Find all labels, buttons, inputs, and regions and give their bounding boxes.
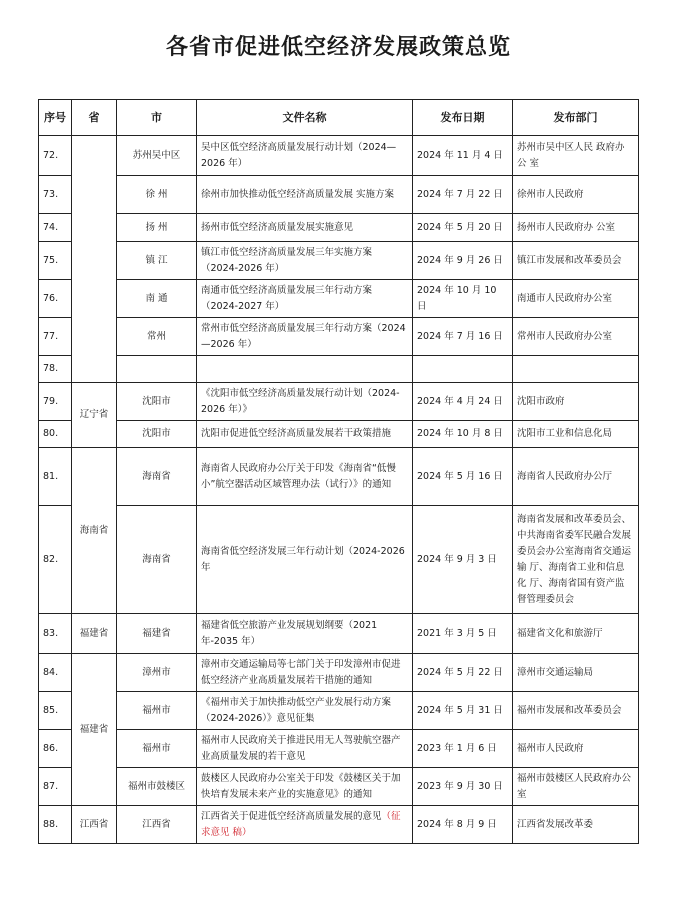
row-seq: 82. bbox=[39, 506, 72, 614]
row-doc-title: 吴中区低空经济高质量发展行动计划（2024—2026 年） bbox=[197, 136, 413, 176]
row-dept: 福建省文化和旅游厅 bbox=[513, 614, 639, 654]
row-doc-title: 福州市人民政府关于推进民用无人驾驶航空器产业高质量发展的若干意见 bbox=[197, 730, 413, 768]
row-date: 2021 年 3 月 5 日 bbox=[413, 614, 513, 654]
row-seq: 72. bbox=[39, 136, 72, 176]
row-date: 2024 年 5 月 31 日 bbox=[413, 692, 513, 730]
row-seq: 86. bbox=[39, 730, 72, 768]
row-city: 福州市 bbox=[117, 730, 197, 768]
table-row bbox=[39, 214, 639, 242]
row-date: 2024 年 5 月 20 日 bbox=[413, 214, 513, 242]
row-seq: 78. bbox=[39, 356, 72, 383]
row-seq: 81. bbox=[39, 448, 72, 506]
row-date: 2023 年 9 月 30 日 bbox=[413, 768, 513, 806]
row-dept: 漳州市交通运输局 bbox=[513, 654, 639, 692]
row-province: 海南省 bbox=[72, 448, 117, 614]
row-date: 2024 年 5 月 22 日 bbox=[413, 654, 513, 692]
header-dept: 发布部门 bbox=[513, 100, 639, 136]
row-dept: 常州市人民政府办公室 bbox=[513, 318, 639, 356]
row-doc-title-text: 江西省关于促进低空经济高质量发展的意见 bbox=[201, 810, 382, 822]
table-row bbox=[39, 421, 639, 448]
row-date: 2024 年 4 月 24 日 bbox=[413, 383, 513, 421]
row-seq: 85. bbox=[39, 692, 72, 730]
row-date: 2023 年 1 月 6 日 bbox=[413, 730, 513, 768]
row-seq: 84. bbox=[39, 654, 72, 692]
table-row bbox=[39, 356, 639, 383]
row-dept bbox=[513, 356, 639, 383]
draft-note: （征求意见 稿） bbox=[201, 810, 401, 838]
row-dept: 福州市发展和改革委员会 bbox=[513, 692, 639, 730]
row-province: 江西省 bbox=[72, 806, 117, 844]
row-date: 2024 年 8 月 9 日 bbox=[413, 806, 513, 844]
row-doc-title: 漳州市交通运输局等七部门关于印发漳州市促进低空经济产业高质量发展若干措施的通知 bbox=[197, 654, 413, 692]
row-city: 福州市 bbox=[117, 692, 197, 730]
row-doc-title: 鼓楼区人民政府办公室关于印发《鼓楼区关于加快培育发展未来产业的实施意见》的通知 bbox=[197, 768, 413, 806]
header-doc: 文件名称 bbox=[197, 100, 413, 136]
row-doc-title: 沈阳市促进低空经济高质量发展若干政策措施 bbox=[197, 421, 413, 448]
row-seq: 75. bbox=[39, 242, 72, 280]
table-row bbox=[39, 614, 639, 654]
table-row bbox=[39, 448, 639, 506]
table-row bbox=[39, 506, 639, 614]
row-date: 2024 年 5 月 16 日 bbox=[413, 448, 513, 506]
row-doc-title: 海南省人民政府办公厅关于印发《海南省“低慢小”航空器活动区域管理办法（试行）》的通知 bbox=[197, 448, 413, 506]
row-doc-title: 常州市低空经济高质量发展三年行动方案（2024—2026 年） bbox=[197, 318, 413, 356]
table-row bbox=[39, 768, 639, 806]
row-date: 2024 年 7 月 16 日 bbox=[413, 318, 513, 356]
table-row bbox=[39, 136, 639, 176]
row-seq: 83. bbox=[39, 614, 72, 654]
header-province: 省 bbox=[72, 100, 117, 136]
table-row bbox=[39, 176, 639, 214]
table-row bbox=[39, 318, 639, 356]
row-seq: 80. bbox=[39, 421, 72, 448]
row-doc-title: 南通市低空经济高质量发展三年行动方案（2024-2027 年） bbox=[197, 280, 413, 318]
row-date bbox=[413, 356, 513, 383]
row-dept: 福州市鼓楼区人民政府办公室 bbox=[513, 768, 639, 806]
row-dept: 海南省人民政府办公厅 bbox=[513, 448, 639, 506]
row-doc-title: 镇江市低空经济高质量发展三年实施方案（2024-2026 年） bbox=[197, 242, 413, 280]
row-dept: 镇江市发展和改革委员会 bbox=[513, 242, 639, 280]
row-date: 2024 年 10 月 10 日 bbox=[413, 280, 513, 318]
row-doc-title bbox=[197, 356, 413, 383]
row-province: 辽宁省 bbox=[72, 383, 117, 448]
row-doc-title: 徐州市加快推动低空经济高质量发展 实施方案 bbox=[197, 176, 413, 214]
row-dept: 徐州市人民政府 bbox=[513, 176, 639, 214]
row-dept: 扬州市人民政府办 公室 bbox=[513, 214, 639, 242]
row-city: 常州 bbox=[117, 318, 197, 356]
row-province: 福建省 bbox=[72, 654, 117, 806]
table-row bbox=[39, 692, 639, 730]
row-city: 海南省 bbox=[117, 506, 197, 614]
row-city: 福建省 bbox=[117, 614, 197, 654]
row-doc-title: 《沈阳市低空经济高质量发展行动计划（2024-2026 年）》 bbox=[197, 383, 413, 421]
table-row bbox=[39, 383, 639, 421]
row-seq: 79. bbox=[39, 383, 72, 421]
row-doc-title bbox=[197, 806, 413, 844]
row-city: 镇 江 bbox=[117, 242, 197, 280]
row-seq: 77. bbox=[39, 318, 72, 356]
row-city: 福州市鼓楼区 bbox=[117, 768, 197, 806]
row-seq: 76. bbox=[39, 280, 72, 318]
row-date: 2024 年 9 月 3 日 bbox=[413, 506, 513, 614]
row-dept: 沈阳市政府 bbox=[513, 383, 639, 421]
row-dept: 福州市人民政府 bbox=[513, 730, 639, 768]
row-dept: 江西省发展改革委 bbox=[513, 806, 639, 844]
row-dept: 南通市人民政府办公室 bbox=[513, 280, 639, 318]
row-province bbox=[72, 136, 117, 383]
row-city: 南 通 bbox=[117, 280, 197, 318]
row-city: 漳州市 bbox=[117, 654, 197, 692]
row-province: 福建省 bbox=[72, 614, 117, 654]
row-city: 扬 州 bbox=[117, 214, 197, 242]
row-date: 2024 年 10 月 8 日 bbox=[413, 421, 513, 448]
page-title: 各省市促进低空经济发展政策总览 bbox=[165, 35, 511, 60]
header-seq: 序号 bbox=[39, 100, 72, 136]
row-doc-title: 《福州市关于加快推动低空产业发展行动方案（2024-2026）》意见征集 bbox=[197, 692, 413, 730]
row-city: 海南省 bbox=[117, 448, 197, 506]
row-city bbox=[117, 356, 197, 383]
row-doc-title: 海南省低空经济发展三年行动计划（2024-2026 年 bbox=[197, 506, 413, 614]
policy-table bbox=[38, 99, 639, 844]
row-doc-title: 扬州市低空经济高质量发展实施意见 bbox=[197, 214, 413, 242]
row-dept: 海南省发展和改革委员会、中共海南省委军民融合发展委员会办公室海南省交通运输 厅、海南省工业和信息化 厅、海南省国有资产监督管理委员会 bbox=[513, 506, 639, 614]
table-header-row bbox=[39, 100, 639, 136]
table-row bbox=[39, 280, 639, 318]
row-city: 苏州吴中区 bbox=[117, 136, 197, 176]
row-seq: 74. bbox=[39, 214, 72, 242]
row-date: 2024 年 7 月 22 日 bbox=[413, 176, 513, 214]
row-dept: 沈阳市工业和信息化局 bbox=[513, 421, 639, 448]
row-dept: 苏州市吴中区人民 政府办公 室 bbox=[513, 136, 639, 176]
row-date: 2024 年 9 月 26 日 bbox=[413, 242, 513, 280]
row-seq: 88. bbox=[39, 806, 72, 844]
row-city: 徐 州 bbox=[117, 176, 197, 214]
row-city: 沈阳市 bbox=[117, 421, 197, 448]
table-row bbox=[39, 654, 639, 692]
row-city: 江西省 bbox=[117, 806, 197, 844]
row-seq: 73. bbox=[39, 176, 72, 214]
table-row bbox=[39, 730, 639, 768]
table-row bbox=[39, 806, 639, 844]
table-row bbox=[39, 242, 639, 280]
header-city: 市 bbox=[117, 100, 197, 136]
header-date: 发布日期 bbox=[413, 100, 513, 136]
row-doc-title: 福建省低空旅游产业发展规划纲要（2021 年-2035 年） bbox=[197, 614, 413, 654]
row-seq: 87. bbox=[39, 768, 72, 806]
row-city: 沈阳市 bbox=[117, 383, 197, 421]
row-date: 2024 年 11 月 4 日 bbox=[413, 136, 513, 176]
